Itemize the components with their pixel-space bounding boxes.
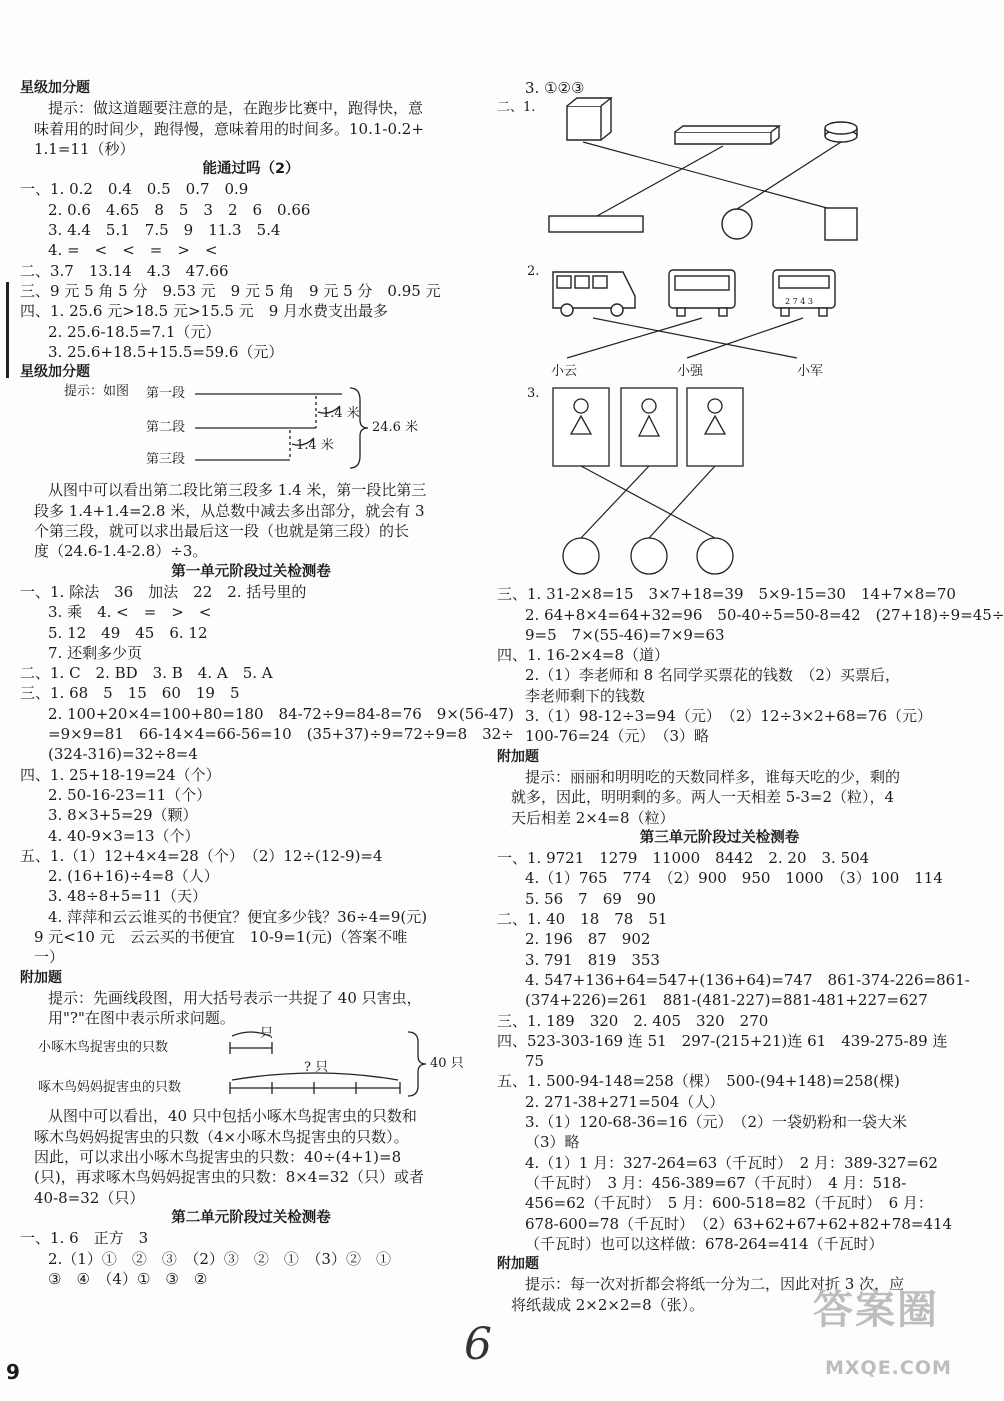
text-line: 2. 196 87 902	[525, 930, 651, 949]
question-label: ? 只	[304, 1060, 329, 1076]
text-line: 4.（1）765 774 （2）900 950 1000 （3）100 114	[525, 869, 943, 888]
circle-shape	[722, 209, 752, 239]
text-line: 2.（1）① ② ③ （2）③ ② ① （3）② ①	[48, 1249, 391, 1268]
segment-1-label: 第一段	[146, 386, 186, 402]
text-line: 2. 0.6 4.65 8 5 3 2 6 0.66	[48, 200, 311, 219]
cylinder-icon	[825, 122, 857, 134]
rectangle-shape	[549, 216, 643, 232]
text-line: 3. 4.4 5.1 7.5 9 11.3 5.4	[48, 221, 281, 240]
text-line: =9×9=81 66-14×4=66-56=10 (35+37)÷9=72÷9=8 32÷	[48, 725, 514, 744]
text-line: 个第三段，就可以求出最后这一段（也就是第三段）的长	[34, 522, 410, 541]
section-heading: 附加题	[497, 748, 539, 765]
plate-number: 2 7 4 3	[785, 297, 813, 307]
solids-matching	[497, 98, 942, 262]
watermark-logo	[805, 1287, 975, 1390]
text-line: 2. 50-16-23=11（个）	[48, 785, 212, 804]
cube-top	[567, 98, 611, 106]
section-heading: 附加题	[497, 1256, 539, 1273]
text-line: 2. 64+8×4=64+32=96 50-40÷5=50-8=42 (27+18)÷9=45÷	[525, 605, 1004, 624]
bus-tyre	[819, 308, 827, 316]
text-line: 天后相差 2×4=8（粒）	[511, 808, 675, 827]
total-label: 24.6 米	[372, 420, 419, 436]
section-title: 能通过吗（2）	[202, 161, 300, 178]
text-line: 一）	[34, 948, 65, 967]
text-line: (只)，再求啄木鸟妈妈捉害虫的只数：8×4=32（只）或者	[34, 1168, 425, 1187]
right-column	[497, 78, 1004, 1315]
text-line: 4. = < < = > <	[48, 241, 218, 260]
text-line: 从图中可以看出第二段比第三段多 1.4 米，第一段比第三	[48, 481, 427, 500]
match-line	[597, 146, 723, 216]
text-line: 3. ①②③	[525, 79, 585, 97]
text-line: 3. 25.6+18.5+15.5=59.6（元）	[48, 342, 284, 361]
text-line: 提示：先画线段图，用大括号表示一共捉了 40 只害虫，	[48, 988, 422, 1007]
text-line: 4.（1）1 月：327-264=63（千瓦时） 2 月：389-327=62	[525, 1153, 938, 1172]
cuboid-top	[675, 126, 779, 132]
person-label-xiaoyun: 小云	[551, 364, 578, 380]
text-line: 1.1=11（秒）	[34, 139, 135, 158]
question-label: 2.	[527, 264, 540, 280]
page-number: 9	[6, 1360, 20, 1384]
text-line: 一、1. 除法 36 加法 22 2. 括号里的	[20, 582, 307, 601]
bus-back-window	[675, 276, 729, 290]
handwritten-number: 6	[464, 1319, 492, 1370]
text-line: 2. 100+20×4=100+80=180 84-72÷9=84-8=76 9×(56-47)	[48, 704, 514, 723]
text-line: 段多 1.4+1.4=2.8 米，从总数中减去多出部分，就会有 3	[34, 501, 425, 520]
text-line: 三、1. 189 320 2. 405 320 270	[497, 1011, 769, 1030]
margin-pen-mark	[6, 282, 9, 378]
text-line: 9=5 7×(55-46)=7×9=63	[525, 625, 725, 644]
text-line: 啄木鸟妈妈捉害虫的只数（4×小啄木鸟捉害虫的只数）。	[34, 1127, 409, 1146]
text-line: 提示：做这道题要注意的是，在跑步比赛中，跑得快，意	[48, 99, 424, 118]
child-face-icon	[631, 538, 667, 574]
text-line: （千瓦时） 3 月：456-389=67（千瓦时） 4 月：518-	[525, 1173, 907, 1192]
bus-tyre	[677, 308, 685, 316]
match-line	[581, 466, 649, 538]
text-line: 度（24.6-1.4-2.8）÷3。	[34, 542, 208, 561]
text-line: 李老师剩下的钱数	[525, 686, 646, 705]
text-line: 一、1. 6 正方 3	[20, 1229, 149, 1248]
text-line: 二、1. 40 18 78 51	[497, 910, 668, 929]
text-line: 一、1. 0.2 0.4 0.5 0.7 0.9	[20, 180, 249, 199]
segment-2-label: 第二段	[146, 420, 186, 436]
text-line: （千瓦时）也可以这样做：678-264=414（千瓦时）	[525, 1234, 884, 1253]
text-line: 5. 56 7 69 90	[525, 889, 656, 908]
text-line: 将纸裁成 2×2×2=8（张）。	[511, 1295, 705, 1314]
question-label: 3.	[527, 386, 540, 402]
solids-matching-drawing	[497, 98, 937, 262]
woodpecker-diagram	[20, 1028, 482, 1106]
dancer-icon	[708, 399, 722, 413]
square-shape	[825, 208, 857, 240]
text-line: 2. (16+16)÷4=8（人）	[48, 867, 219, 886]
small-woodpecker-label: 小啄木鸟捉害虫的只数	[38, 1040, 169, 1056]
text-line: 40-8=32（只）	[34, 1188, 145, 1207]
text-line: 456=62（千瓦时） 5 月：600-518=82（千瓦时） 6 月：	[525, 1194, 933, 1213]
text-line: 3.（1）98-12÷3=94（元） （2）12÷3×2+68=76（元）	[525, 707, 933, 726]
text-line: 四、1. 16-2×4=8（道）	[497, 646, 670, 665]
section-title: 第三单元阶段过关检测卷	[639, 829, 800, 846]
question-label: 二、1.	[497, 100, 536, 116]
dancer-icon	[574, 399, 588, 413]
bus-window	[557, 276, 571, 288]
total-label: 40 只	[430, 1056, 464, 1072]
bus-window	[575, 276, 589, 288]
text-line: 提示：丽丽和明明吃的天数同样多，谁每天吃的少，剩的	[525, 767, 901, 786]
bus-window	[593, 276, 607, 288]
bus-tyre	[719, 308, 727, 316]
child-face-icon	[563, 538, 599, 574]
text-line: 五、1. 500-94-148=258（棵） 500-(94+148)=258(棵)	[497, 1072, 900, 1091]
dancer-matching-drawing	[497, 384, 937, 584]
text-line: 9 元<10 元 云云买的书便宜 10-9=1(元)（答案不唯	[34, 927, 408, 946]
person-label-xiaojun: 小军	[797, 364, 824, 380]
dancer-matching	[497, 384, 942, 584]
bus-matching	[497, 262, 942, 384]
section-heading: 星级加分题	[20, 80, 90, 96]
total-brace	[350, 388, 368, 468]
text-line: 二、1. C 2. BD 3. B 4. A 5. A	[20, 664, 273, 683]
section-heading: 星级加分题	[20, 364, 90, 381]
text-line: 4. 547+136+64=547+(136+64)=747 861-374-226=861-	[525, 970, 970, 989]
segment-3-label: 第三段	[146, 452, 186, 468]
text-line: 味着用的时间少，跑得慢，意味着用的时间多。10.1-0.2+	[34, 119, 424, 138]
text-line: 二、3.7 13.14 4.3 47.66	[20, 261, 229, 280]
text-line: （3）略	[525, 1133, 580, 1152]
text-line: 三、9 元 5 角 5 分 9.53 元 9 元 5 角 9 元 5 分 0.95 元	[20, 281, 441, 300]
match-line	[649, 466, 715, 538]
text-line: (374+226)=261 881-(481-227)=881-481+227=627	[525, 991, 928, 1010]
text-line: 4. 40-9×3=13（个）	[48, 826, 200, 845]
bus-front-window	[779, 276, 829, 288]
text-line: 2.（1）李老师和 8 名同学买票花的钱数 （2）买票后，	[525, 666, 900, 685]
text-line: ③ ④ （4）① ③ ②	[48, 1269, 208, 1288]
text-line: 三、1. 31-2×8=15 3×7+18=39 5×9-15=30 14+7×8=70	[497, 585, 956, 604]
total-brace	[408, 1032, 426, 1096]
text-line: 3.（1）120-68-36=16（元） （2）一袋奶粉和一袋大米	[525, 1113, 907, 1132]
match-line	[567, 318, 702, 358]
text-line: 7. 还剩多少页	[48, 643, 143, 662]
text-line: 用"?"在图中表示所求问题。	[48, 1009, 235, 1028]
watermark-url: MXQE.COM	[825, 1357, 952, 1379]
mother-woodpecker-label: 啄木鸟妈妈捉害虫的只数	[38, 1080, 182, 1096]
watermark-text: 答案圈	[813, 1287, 939, 1333]
bus-wheel	[611, 304, 623, 316]
section-title: 第一单元阶段过关检测卷	[171, 563, 331, 580]
text-line: 4. 萍萍和云云谁买的书便宜？便宜多少钱？36÷4=9(元)	[48, 907, 428, 926]
unit-label: 只	[260, 1026, 274, 1042]
bus-wheel	[561, 304, 573, 316]
match-line	[581, 466, 715, 538]
text-line: (324-316)=32÷8=4	[48, 745, 198, 764]
text-line: 75	[525, 1052, 545, 1071]
hint-label: 提示：如图	[64, 384, 130, 400]
text-line: 四、1. 25+18-19=24（个）	[20, 765, 221, 784]
cube-icon	[567, 106, 601, 140]
text-line: 四、1. 25.6 元>18.5 元>15.5 元 9 月水费支出最多	[20, 302, 389, 321]
text-line: 从图中可以看出，40 只中包括小啄木鸟捉害虫的只数和	[48, 1107, 417, 1126]
text-line: 一、1. 9721 1279 11000 8442 2. 20 3. 504	[497, 849, 870, 868]
text-line: 3. 乘 4. < = > <	[48, 603, 212, 622]
segment-diagram	[20, 382, 482, 480]
text-line: 因此，可以求出小啄木鸟捉害虫的只数：40÷(4+1)=8	[34, 1148, 402, 1167]
text-line: 2. 25.6-18.5=7.1（元）	[48, 322, 221, 341]
text-line: 678-600=78（千瓦时） （2）63+62+67+62+82+78=414	[525, 1214, 953, 1233]
text-line: 四、523-303-169 连 51 297-(215+21)连 61 439-275-89 连	[497, 1031, 948, 1050]
dancer-icon	[642, 399, 656, 413]
section-title: 第二单元阶段过关检测卷	[171, 1209, 331, 1226]
text-line: 3. 48÷8+5=11（天）	[48, 887, 208, 906]
section-heading: 附加题	[20, 969, 62, 986]
text-line: 提示：每一次对折都会将纸一分为二，因此对折 3 次，应	[525, 1275, 905, 1294]
match-line	[593, 318, 797, 358]
child-face-icon	[697, 538, 733, 574]
text-line: 3. 791 819 353	[525, 950, 660, 969]
person-label-xiaoqiang: 小强	[677, 364, 704, 380]
diff-label-2: 1.4 米	[296, 438, 334, 454]
text-line: 3. 8×3+5=29（颗）	[48, 806, 198, 825]
left-column	[20, 78, 514, 1289]
match-line	[737, 142, 841, 209]
text-line: 五、1.（1）12+4×4=28（个） （2）12÷(12-9)=4	[20, 846, 383, 865]
text-line: 5. 12 49 45 6. 12	[48, 623, 208, 642]
cuboid-icon	[675, 132, 771, 144]
match-line	[687, 318, 803, 358]
diff-label-1: 1.4 米	[322, 406, 360, 422]
text-line: 就多，因此，明明剩的多。两人一天相差 5-3=2（粒），4	[511, 788, 895, 807]
text-line: 100-76=24（元） （3）略	[525, 727, 709, 746]
text-line: 三、1. 68 5 15 60 19 5	[20, 684, 240, 703]
text-line: 2. 271-38+271=504（人）	[525, 1092, 725, 1111]
